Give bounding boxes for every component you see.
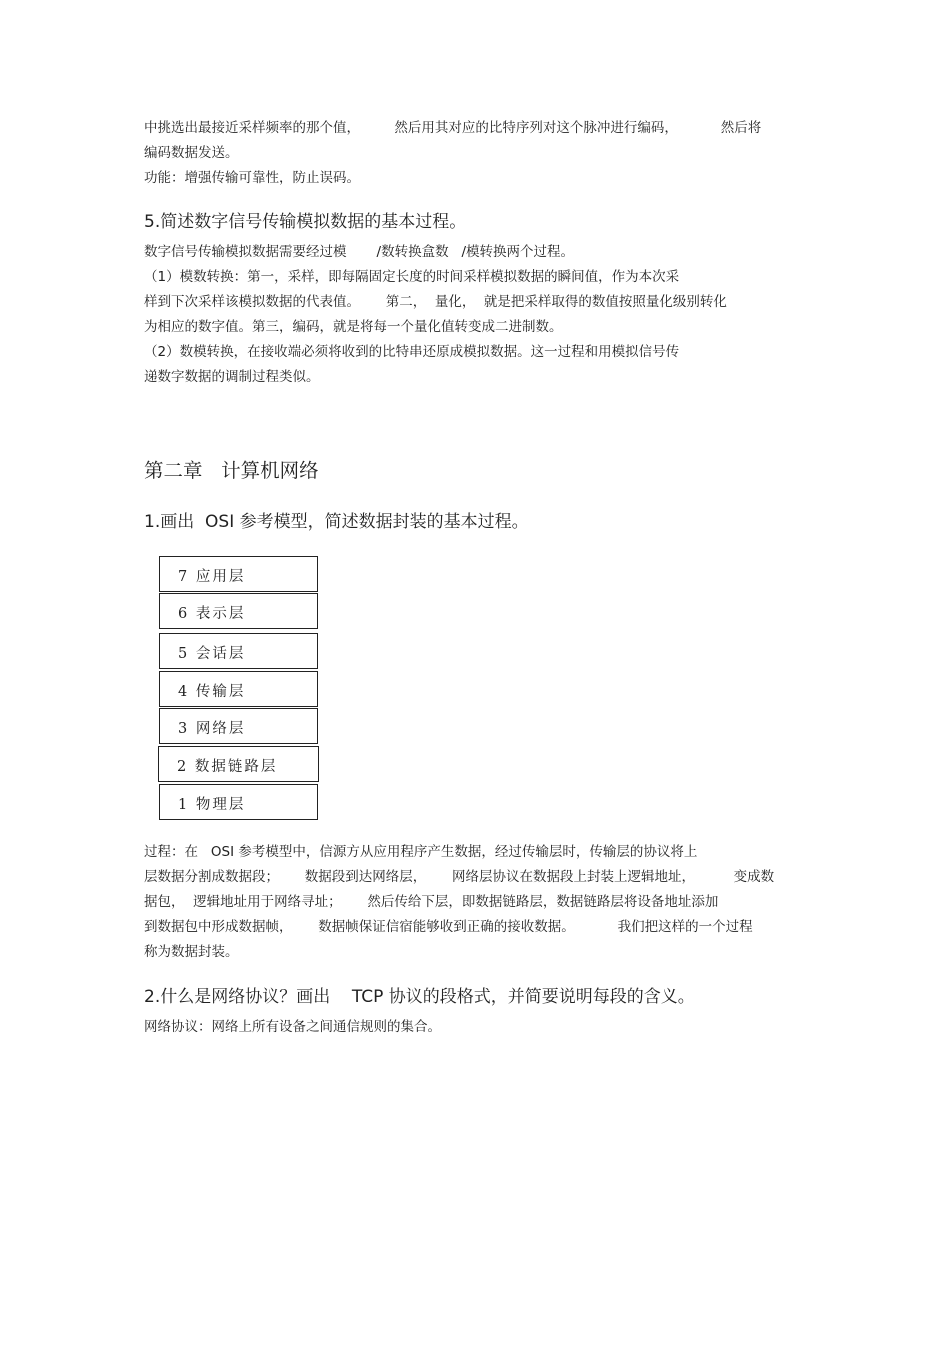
paragraph-line: 功能：增强传输可靠性，防止误码。	[144, 170, 360, 186]
osi-layer: 3 网络层	[159, 708, 318, 744]
chapter-title: 第二章 计算机网络	[144, 459, 319, 482]
paragraph-line: 数字信号传输模拟数据需要经过模 /数转换盒数 /模转换两个过程。	[144, 244, 575, 260]
paragraph-line: （2）数模转换，在接收端必须将收到的比特串还原成模拟数据。这一过程和用模拟信号传	[144, 344, 680, 360]
paragraph-line: 中挑选出最接近采样频率的那个值， 然后用其对应的比特序列对这个脉冲进行编码， 然后将	[144, 120, 762, 136]
paragraph-line: 称为数据封装。	[144, 944, 239, 960]
paragraph-line: 据包， 逻辑地址用于网络寻址； 然后传给下层，即数据链路层，数据链路层将设备地址添加	[144, 894, 719, 910]
osi-layer: 5 会话层	[159, 633, 318, 669]
paragraph-line: 递数字数据的调制过程类似。	[144, 369, 320, 385]
paragraph-line: 层数据分割成数据段； 数据段到达网络层， 网络层协议在数据段上封装上逻辑地址， 变成数	[144, 869, 775, 885]
question-heading: 1.画出 OSI 参考模型，简述数据封装的基本过程。	[144, 512, 529, 532]
paragraph-line: 网络协议：网络上所有设备之间通信规则的集合。	[144, 1019, 441, 1035]
paragraph-line: 样到下次采样该模拟数据的代表值。 第二， 量化， 就是把采样取得的数值按照量化级别转化	[144, 294, 727, 310]
osi-layer: 4 传输层	[159, 671, 318, 707]
question-heading: 2.什么是网络协议？画出 TCP 协议的段格式，并简要说明每段的含义。	[144, 987, 695, 1007]
paragraph-line: 到数据包中形成数据帧， 数据帧保证信宿能够收到正确的接收数据。 我们把这样的一个过程	[144, 919, 753, 935]
question-heading: 5.简述数字信号传输模拟数据的基本过程。	[144, 212, 467, 232]
osi-layer: 7 应用层	[159, 556, 318, 592]
osi-layer: 6 表示层	[159, 593, 318, 629]
osi-layer: 1 物理层	[159, 784, 318, 820]
osi-layer: 2 数据链路层	[158, 746, 319, 782]
paragraph-line: 过程：在 OSI 参考模型中，信源方从应用程序产生数据，经过传输层时，传输层的协议将上	[144, 844, 698, 860]
paragraph-line: 编码数据发送。	[144, 145, 239, 161]
paragraph-line: 为相应的数字值。第三，编码，就是将每一个量化值转变成二进制数。	[144, 319, 563, 335]
paragraph-line: （1）模数转换：第一，采样，即每隔固定长度的时间采样模拟数据的瞬间值，作为本次采	[144, 269, 680, 285]
